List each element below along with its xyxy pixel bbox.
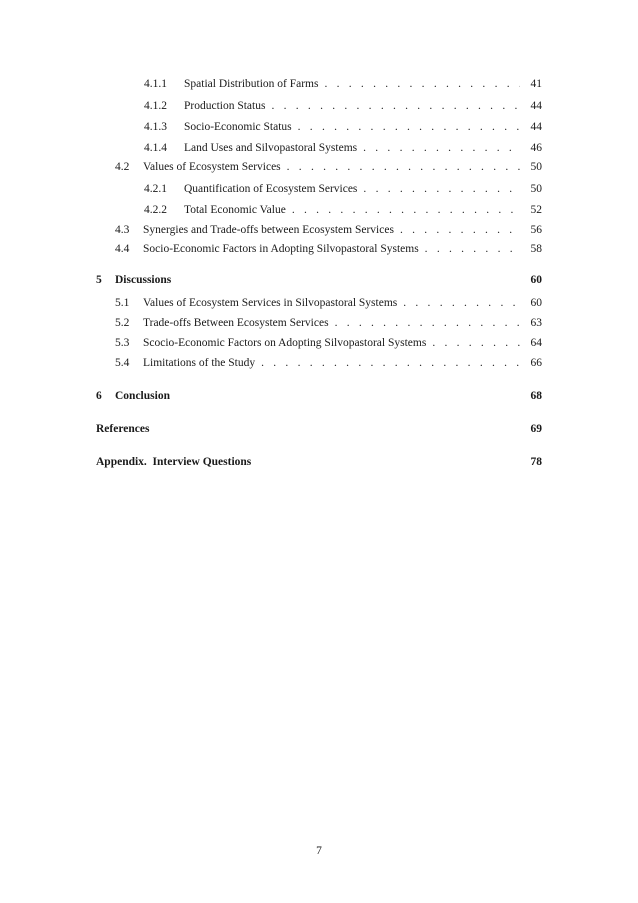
toc-entry-page: 68 bbox=[530, 390, 542, 402]
toc-entry-number: 6 bbox=[96, 390, 102, 402]
toc-entry-number: 5.4 bbox=[115, 357, 130, 369]
toc-entry-number: 4.4 bbox=[115, 243, 130, 255]
toc-subsection-entry[interactable] bbox=[96, 76, 542, 92]
toc-entry-page: 69 bbox=[530, 423, 542, 435]
toc-entry-title: Spatial Distribution of Farms bbox=[184, 78, 319, 90]
toc-chapter-entry[interactable] bbox=[96, 454, 542, 470]
toc-entry-page: 50 bbox=[530, 183, 542, 195]
toc-entry-number: 4.1.2 bbox=[144, 100, 167, 112]
toc-dot-leader bbox=[403, 295, 520, 311]
toc-subsection-entry[interactable] bbox=[96, 202, 542, 218]
toc-entry-title: Conclusion bbox=[115, 390, 170, 402]
toc-entry-number: 5 bbox=[96, 274, 102, 286]
toc-entry-page: 78 bbox=[530, 456, 542, 468]
toc-entry-title: Socio-Economic Status bbox=[184, 121, 292, 133]
toc-entry-page: 41 bbox=[530, 78, 542, 90]
toc-entry-title: Discussions bbox=[115, 274, 172, 286]
toc-chapter-entry[interactable] bbox=[96, 272, 542, 288]
toc-entry-title: Quantification of Ecosystem Services bbox=[184, 183, 358, 195]
toc-entry-title: Scocio-Economic Factors on Adopting Silvopastoral Systems bbox=[143, 337, 427, 349]
toc-entry-title: Appendix. Interview Questions bbox=[96, 456, 252, 468]
toc-dot-leader bbox=[363, 181, 520, 197]
toc-section-entry[interactable] bbox=[96, 355, 542, 371]
toc-entry-page: 44 bbox=[530, 121, 542, 133]
toc-dot-leader bbox=[287, 159, 520, 175]
toc-section-entry[interactable] bbox=[96, 222, 542, 238]
toc-entry-number: 4.1.1 bbox=[144, 78, 167, 90]
toc-subsection-entry[interactable] bbox=[96, 119, 542, 135]
toc-entry-page: 50 bbox=[530, 161, 542, 173]
toc-dot-leader bbox=[335, 315, 520, 331]
toc-dot-leader bbox=[292, 202, 520, 218]
toc-entry-page: 44 bbox=[530, 100, 542, 112]
toc-entry-number: 4.3 bbox=[115, 224, 130, 236]
toc-entry-number: 5.2 bbox=[115, 317, 130, 329]
toc-chapter-entry[interactable] bbox=[96, 388, 542, 404]
toc-entry-title: Production Status bbox=[184, 100, 266, 112]
toc-dot-leader bbox=[425, 241, 520, 257]
toc-entry-title: Socio-Economic Factors in Adopting Silvopastoral Systems bbox=[143, 243, 419, 255]
toc-entry-title: Values of Ecosystem Services bbox=[143, 161, 281, 173]
toc-dot-leader bbox=[363, 140, 520, 156]
toc-entry-title: Total Economic Value bbox=[184, 204, 286, 216]
toc-entry-title: Synergies and Trade-offs between Ecosystem Services bbox=[143, 224, 394, 236]
toc-subsection-entry[interactable] bbox=[96, 140, 542, 156]
toc-entry-number: 4.2.1 bbox=[144, 183, 167, 195]
toc-entry-title: Trade-offs Between Ecosystem Services bbox=[143, 317, 329, 329]
toc-entry-page: 56 bbox=[530, 224, 542, 236]
toc-entry-title: Values of Ecosystem Services in Silvopastoral Systems bbox=[143, 297, 398, 309]
toc-chapter-entry[interactable] bbox=[96, 421, 542, 437]
toc-entry-title: Limitations of the Study bbox=[143, 357, 256, 369]
toc-entry-page: 46 bbox=[530, 142, 542, 154]
toc-entry-number: 5.3 bbox=[115, 337, 130, 349]
toc-section-entry[interactable] bbox=[96, 241, 542, 257]
toc-entry-page: 58 bbox=[530, 243, 542, 255]
toc-entry-number: 4.2 bbox=[115, 161, 130, 173]
toc-subsection-entry[interactable] bbox=[96, 98, 542, 114]
toc-entry-number: 4.2.2 bbox=[144, 204, 167, 216]
toc-dot-leader bbox=[298, 119, 520, 135]
toc-entry-number: 4.1.3 bbox=[144, 121, 167, 133]
toc-entry-page: 52 bbox=[530, 204, 542, 216]
toc-section-entry[interactable] bbox=[96, 335, 542, 351]
page-number: 7 bbox=[316, 845, 322, 857]
toc-section-entry[interactable] bbox=[96, 315, 542, 331]
toc-section-entry[interactable] bbox=[96, 295, 542, 311]
toc-entry-number: 4.1.4 bbox=[144, 142, 167, 154]
toc-subsection-entry[interactable] bbox=[96, 181, 542, 197]
toc-entry-page: 60 bbox=[530, 297, 542, 309]
toc-section-entry[interactable] bbox=[96, 159, 542, 175]
toc-entry-number: 5.1 bbox=[115, 297, 130, 309]
toc-entry-page: 63 bbox=[530, 317, 542, 329]
toc-entry-title: References bbox=[96, 423, 150, 435]
toc-dot-leader bbox=[324, 76, 520, 92]
toc-entry-title: Land Uses and Silvopastoral Systems bbox=[184, 142, 358, 154]
toc-dot-leader bbox=[271, 98, 520, 114]
toc-entry-page: 64 bbox=[530, 337, 542, 349]
toc-dot-leader bbox=[400, 222, 520, 238]
toc-dot-leader bbox=[432, 335, 520, 351]
toc-entry-page: 60 bbox=[530, 274, 542, 286]
toc-dot-leader bbox=[261, 355, 520, 371]
toc-entry-page: 66 bbox=[530, 357, 542, 369]
